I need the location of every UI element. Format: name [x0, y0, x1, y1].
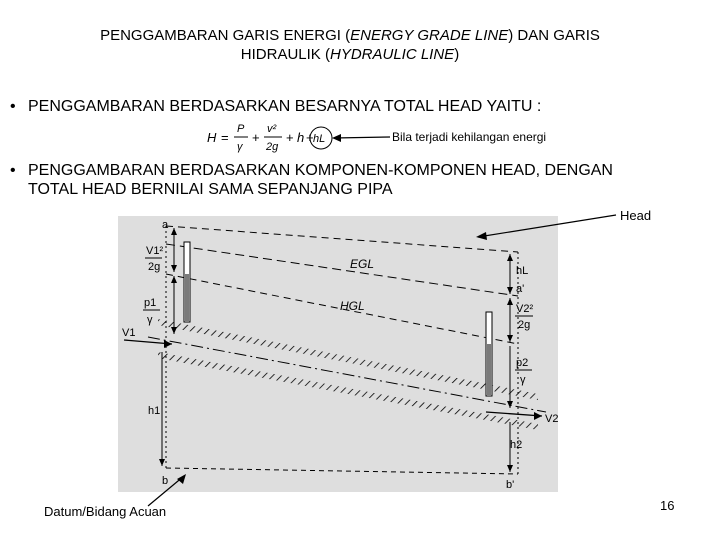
label-2g-2: 2g: [518, 319, 531, 331]
formula-gamma: γ: [237, 141, 243, 153]
title-line1-em: ENERGY GRADE LINE: [350, 27, 509, 44]
label-a: a: [162, 219, 169, 231]
label-p1: p1: [144, 297, 157, 309]
label-gamma-2: γ: [520, 374, 526, 386]
note-leader-arrowhead: [332, 134, 341, 142]
bullet-icon: •: [10, 162, 16, 179]
bullet-head-components-line1: PENGGAMBARAN BERDASARKAN KOMPONEN-KOMPONEN HEAD, DENGAN: [28, 162, 613, 179]
formula-eq: =: [221, 130, 229, 145]
head-leader-arrow: [478, 215, 616, 237]
formula-hL: hL: [313, 133, 326, 145]
head-leader-arrowhead: [476, 232, 487, 240]
label-a-prime: a': [516, 283, 525, 295]
page-number: 16: [660, 498, 675, 513]
formula-plus-1: +: [252, 130, 260, 145]
head-label: Head: [620, 208, 652, 223]
datum-leader-arrow: [148, 476, 184, 506]
label-2g-1: 2g: [148, 261, 161, 273]
formula-H: H: [207, 130, 217, 145]
bullet-total-head-text: PENGGAMBARAN BERDASARKAN BESARNYA TOTAL HEAD YAITU :: [28, 98, 542, 115]
title-line1-b: ) DAN GARIS: [508, 27, 600, 44]
title-line1-a: PENGGAMBARAN GARIS ENERGI (: [100, 27, 351, 44]
label-b-prime: b': [506, 479, 515, 491]
label-b: b: [162, 475, 169, 487]
label-p2: p2: [516, 357, 529, 369]
title-line2-a: HIDRAULIK (: [240, 46, 330, 63]
formula-2g: 2g: [266, 141, 279, 153]
label-h2: h2: [510, 439, 523, 451]
label-v2sq: V2²: [516, 303, 534, 315]
energy-loss-note: Bila terjadi kehilangan energi: [392, 130, 547, 144]
datum-leader-arrowhead: [177, 474, 186, 484]
label-v1sq: V1²: [146, 245, 164, 257]
note-leader-arrow: [334, 137, 390, 138]
bullet-icon: •: [10, 98, 16, 115]
title-line2-em: HYDRAULIC LINE: [329, 46, 455, 63]
bullet-head-components-line2: TOTAL HEAD BERNILAI SAMA SEPANJANG PIPA: [28, 181, 393, 198]
formula-v2: v²: [267, 123, 277, 135]
label-h1: h1: [148, 405, 161, 417]
label-hL: hL: [516, 265, 529, 277]
title-line2-b: ): [454, 46, 460, 63]
datum-label: Datum/Bidang Acuan: [44, 504, 167, 519]
label-v2: V2: [545, 413, 558, 425]
formula-p: P: [237, 123, 245, 135]
label-v1: V1: [122, 327, 136, 339]
formula-plus-2: +: [286, 130, 294, 145]
label-egl: EGL: [350, 257, 375, 271]
formula-h: h: [297, 130, 305, 145]
label-gamma-1: γ: [147, 314, 153, 326]
label-hgl: HGL: [340, 299, 365, 313]
formula-plus-3: +: [306, 130, 314, 145]
